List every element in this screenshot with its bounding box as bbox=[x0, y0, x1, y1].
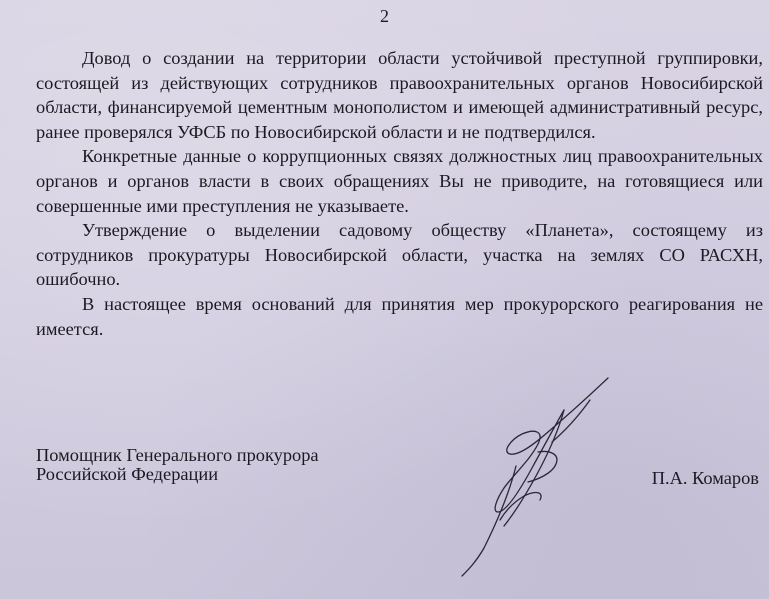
page-number: 2 bbox=[380, 6, 389, 26]
paragraph-2: Конкретные данные о коррупционных связях должностных лиц правоохранительных органов и органов власти в своих обращениях Вы не приводите, на готовящиеся или совершенные ими преступления не указываете. bbox=[36, 146, 763, 216]
paragraph-4: В настоящее время оснований для принятия мер прокурорского реагирования не имеется. bbox=[36, 293, 763, 339]
signatory-position bbox=[36, 446, 319, 484]
signatory-name: П.А. Комаров bbox=[651, 468, 759, 488]
letter-body bbox=[36, 46, 763, 341]
position-line-2: Российской Федерации bbox=[36, 464, 219, 484]
handwritten-signature bbox=[440, 370, 640, 580]
paragraph-3: Утверждение о выделении садовому обществу «Планета», состоящему из сотрудников прокуратуры Новосибирской области, участка на землях СО РАСХН, ошибочно. bbox=[36, 220, 763, 290]
position-line-1: Помощник Генерального прокурора bbox=[36, 445, 319, 465]
paragraph-1: Довод о создании на территории области устойчивой преступной группировки, состоящей из действующих сотрудников правоохранительных органов Новосибирской области, финансируемой цементным монополистом и имеющей административный ресурс, ранее проверялся УФСБ по Новосибирской области и не подтвердился. bbox=[36, 48, 763, 142]
